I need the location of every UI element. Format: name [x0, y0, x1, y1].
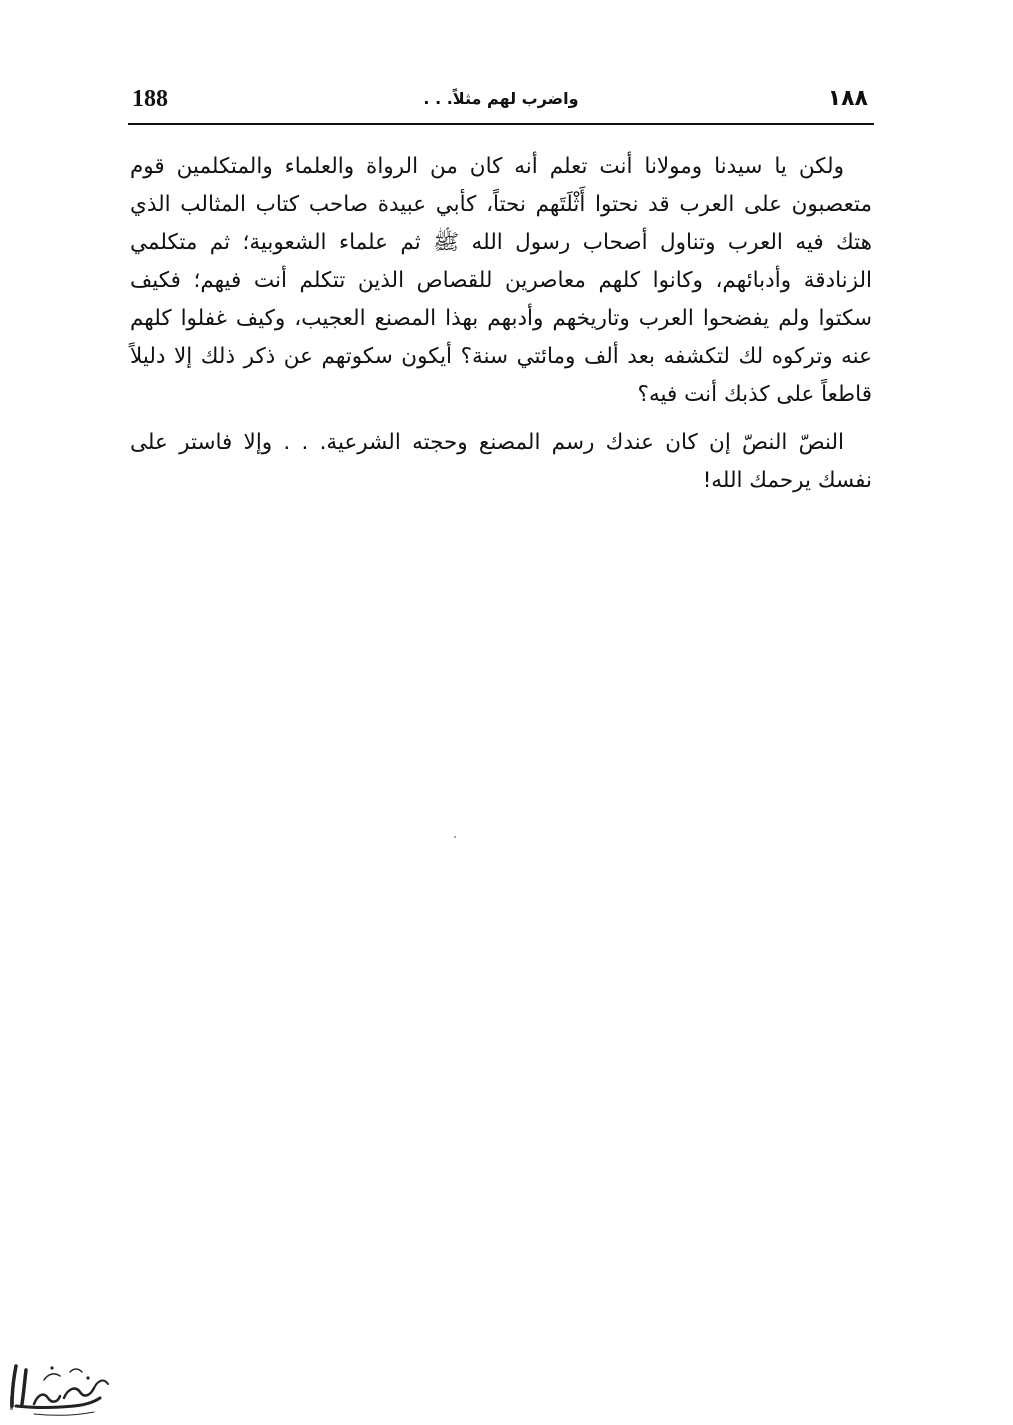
page-header — [128, 80, 874, 124]
publisher-logo — [4, 1358, 114, 1420]
header-rule — [128, 123, 874, 125]
paragraph-1: ولكن يا سيدنا ومولانا أنت تعلم أنه كان من الرواة والعلماء والمتكلمين قوم متعصبون على العرب قد نحتوا أَثْلَتَهم نحتاً، كأبي عبيدة صاحب كتاب المثالب الذي هتك فيه العرب وتناول أصحاب رسول الله ﷺ ثم علماء الشعوبية؛ ثم متكلمي الزنادقة وأدبائهم، وكانوا كلهم معاصرين للقصاص الذين تتكلم أنت فيهم؛ فكيف سكتوا ولم يفضحوا العرب وتاريخهم وأدبهم بهذا المصنع العجيب، وكيف غفلوا كلهم عنه وتركوه لك لتكشفه بعد ألف ومائتي سنة؟ أيكون سكوتهم عن ذكر ذلك إلا دليلاً قاطعاً على كذبك أنت فيه؟ — [130, 154, 872, 407]
page-number-latin: 188 — [132, 86, 168, 112]
paragraph-2: النصّ النصّ إن كان عندك رسم المصنع وحجته الشرعية. . . وإلا فاستر على نفسك يرحمك الله! — [130, 430, 872, 493]
page-number-arabic: ١٨٨ — [827, 86, 868, 111]
body-text — [130, 148, 872, 500]
running-title: واضرب لهم مثلاً. . . — [423, 89, 579, 108]
scan-speck — [454, 836, 456, 838]
